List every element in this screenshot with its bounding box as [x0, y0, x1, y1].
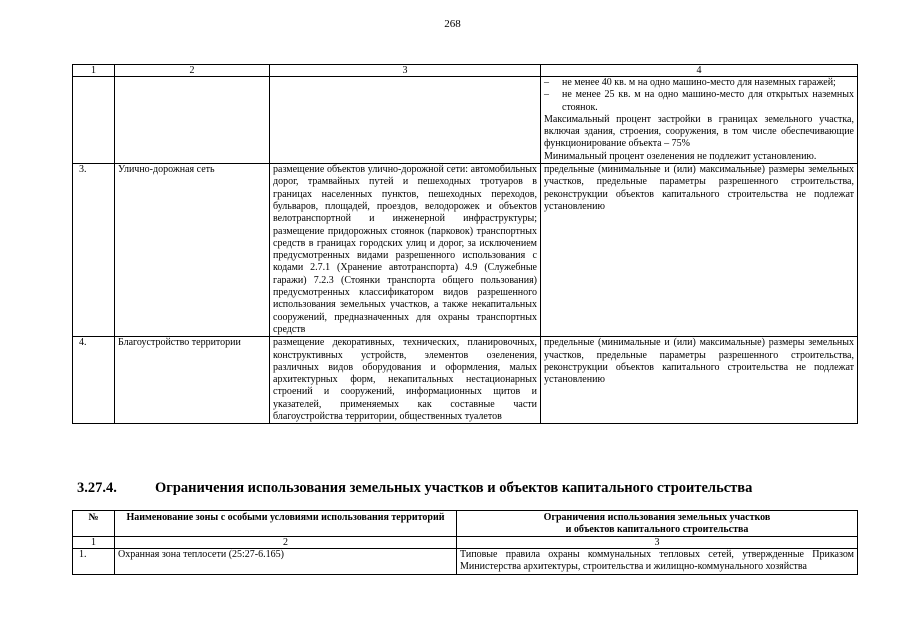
column-number: 1: [73, 65, 115, 77]
continuation-row: [73, 77, 858, 164]
bullet-item: – не менее 40 кв. м на одно машино-место для наземных гаражей;: [544, 77, 836, 88]
row-number: 4.: [73, 337, 115, 424]
use-name: Улично-дорожная сеть: [115, 164, 270, 337]
use-description: размещение объектов улично-дорожной сети: автомобильных дорог, трамвайных путей и пешеходных тротуаров в границах населенных пунктов, пешеходных переходов, бульваров, площадей, проездов, велодорожек и объектов велотранспортной и инженерной инфраструктуры; размещение придорожных стоянок (парковок) транспортных средств в границах городских улиц и дорог, за исключением предусмотренных видами разрешенного использования с кодами 2.7.1 (Хранение автотранспорта) 4.9 (Служебные гаражи) 7.2.3 (Стоянки транспорта общего пользования) предусмотренных классификатором видов разрешенного использования земельных участков, а также некапитальных сооружений, предназначенных для охраны транспортных средств: [270, 164, 541, 337]
empty-cell: [73, 77, 115, 164]
column-number: 1: [73, 537, 115, 549]
bullet-item: – не менее 25 кв. м на одно машино-место для открытых наземных стоянок.: [544, 89, 854, 113]
empty-cell: [270, 77, 541, 164]
section-title: Ограничения использования земельных участков и объектов капитального строительства: [155, 480, 753, 496]
restrictions-table: [72, 510, 858, 575]
table-row: [73, 549, 858, 575]
use-parameters: предельные (минимальные и (или) максимальные) размеры земельных участков, предельные параметры разрешенного строительства, реконструкции объектов капитального строительства не подлежат установлению: [541, 164, 858, 337]
dash-bullet-icon: –: [544, 77, 549, 88]
row-number: 3.: [73, 164, 115, 337]
column-number: 3: [457, 537, 858, 549]
paragraph: Минимальный процент озеленения не подлежит установлению.: [544, 150, 817, 162]
header-num: №: [73, 511, 115, 537]
empty-cell: [115, 77, 270, 164]
column-number-row: [73, 65, 858, 77]
column-number: 4: [541, 65, 858, 77]
section-number: 3.27.4.: [77, 480, 117, 496]
use-parameters: предельные (минимальные и (или) максимальные) размеры земельных участков, предельные параметры разрешенного строительства, реконструкции объектов капитального строительства не подлежат установлению: [541, 337, 858, 424]
header-zone: Наименование зоны с особыми условиями использования территорий: [115, 511, 457, 537]
page-number: 268: [444, 18, 461, 30]
paragraph: Максимальный процент застройки в границах земельного участка, включая здания, строения, сооружения, в том числе обеспечивающие функционирование объекта – 75%: [544, 113, 854, 150]
table-row: [73, 164, 858, 337]
use-name: Благоустройство территории: [115, 337, 270, 424]
use-description: размещение декоративных, технических, планировочных, конструктивных устройств, элементов озеленения, различных видов оборудования и оформления, малых архитектурных форм, некапитальных нестационарных строений и сооружений, информационных щитов и указателей, применяемых как составные части благоустройства территории, общественных туалетов: [270, 337, 541, 424]
row-number: 1.: [73, 549, 115, 575]
column-number: 3: [270, 65, 541, 77]
table-row: [73, 337, 858, 424]
zone-name: Охранная зона теплосети (25:27-6.165): [115, 549, 457, 575]
section-heading: [77, 480, 752, 497]
header-restrictions: Ограничения использования земельных участков и объектов капитального строительства: [457, 511, 858, 537]
column-number: 2: [115, 65, 270, 77]
column-number-row: [73, 537, 858, 549]
parameters-cell: [541, 77, 858, 164]
column-number: 2: [115, 537, 457, 549]
zone-restrictions: Типовые правила охраны коммунальных тепловых сетей, утвержденные Приказом Министерства архитектуры, строительства и жилищно-коммунального хозяйства: [457, 549, 858, 575]
dash-bullet-icon: –: [544, 89, 549, 101]
land-use-table: [72, 64, 858, 424]
header-row: [73, 511, 858, 537]
